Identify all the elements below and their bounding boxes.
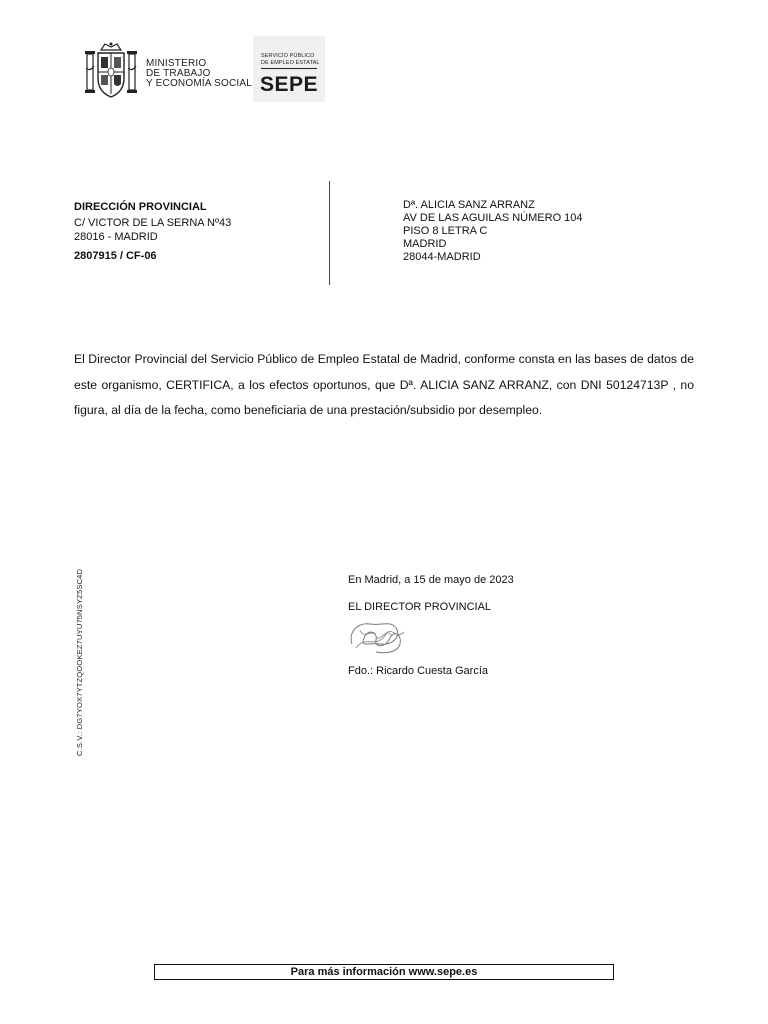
signature-date: En Madrid, a 15 de mayo de 2023	[348, 574, 514, 586]
ministry-name	[146, 59, 252, 89]
sender-reference: 2807915 / CF-06	[74, 250, 157, 262]
sender-city: 28016 - MADRID	[74, 231, 158, 243]
sender-title: DIRECCIÓN PROVINCIAL	[74, 201, 207, 213]
csv-verification-code: C.S.V.: DG7YOX7YTZQOOKEZ7UYU75NSYZ5SC4D	[75, 568, 84, 756]
certificate-body: El Director Provincial del Servicio Público de Empleo Estatal de Madrid, conforme consta en las bases de datos de este organismo, CERTIFICA, a los efectos oportunos, que Dª. ALICIA SANZ ARRANZ, con DNI 50124713P , no figura, al día de la fecha, como beneficiaria de una prestación/subsidio por desempleo.	[74, 352, 694, 417]
sepe-divider	[261, 68, 317, 69]
sepe-subtitle-line: SERVICIO PÚBLICO	[261, 53, 315, 59]
recipient-street: AV DE LAS AGUILAS NÚMERO 104	[403, 212, 583, 224]
recipient-postal: 28044-MADRID	[403, 251, 481, 263]
ministry-line: MINISTERIO	[146, 58, 207, 69]
ministry-line: DE TRABAJO	[146, 68, 211, 79]
signed-by: Fdo.: Ricardo Cuesta García	[348, 665, 489, 677]
recipient-floor: PISO 8 LETRA C	[403, 225, 488, 237]
sepe-wordmark: SEPE	[260, 73, 319, 96]
sepe-logo	[253, 36, 325, 102]
coat-of-arms-icon	[84, 42, 138, 100]
sepe-subtitle	[261, 53, 320, 66]
ministry-line: Y ECONOMÍA SOCIAL	[146, 78, 253, 89]
footer-info: Para más información www.sepe.es	[154, 964, 614, 980]
vertical-divider	[329, 181, 330, 285]
sepe-subtitle-line: DE EMPLEO ESTATAL	[261, 59, 320, 66]
sender-street: C/ VICTOR DE LA SERNA Nº43	[74, 217, 232, 229]
signature-title: EL DIRECTOR PROVINCIAL	[348, 601, 492, 613]
recipient-name: Dª. ALICIA SANZ ARRANZ	[403, 199, 535, 211]
handwritten-signature-icon	[346, 614, 410, 656]
recipient-city: MADRID	[403, 238, 447, 250]
